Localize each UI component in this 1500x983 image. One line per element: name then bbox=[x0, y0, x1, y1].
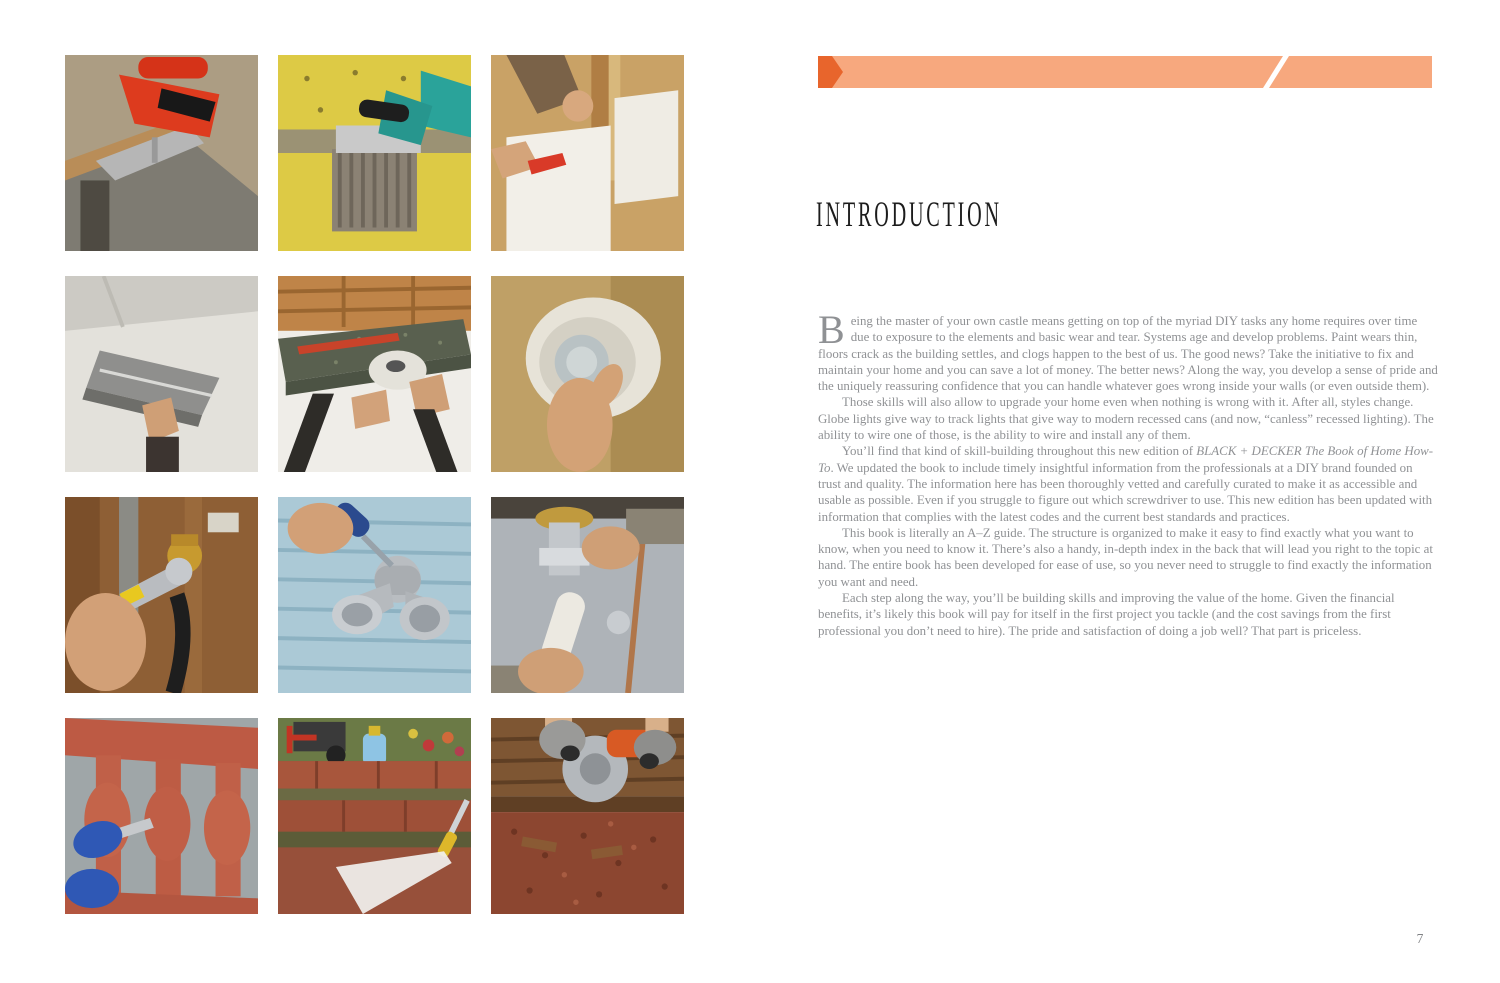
floodlight-photo-art bbox=[278, 497, 471, 693]
photo-wrench-valve bbox=[65, 497, 258, 693]
photo-baluster-repair bbox=[65, 718, 258, 914]
body-text bbox=[818, 307, 1438, 639]
photo-planer-deck-board bbox=[491, 718, 684, 914]
photo-round-thermostat bbox=[491, 276, 684, 472]
sander-photo-art bbox=[278, 276, 471, 472]
page-title: INTRODUCTION bbox=[816, 194, 1002, 234]
paragraph-2: Those skills will also allow to upgrade your home even when nothing is wrong with it. After all, styles change. Globe lights give way to track lights that give way to modern recessed cans (and now, “canless” recessed lighting). The ability to wire one of those, is the ability to wire and install any of them. bbox=[818, 395, 1434, 443]
banner-bar bbox=[830, 56, 1432, 88]
taping-knife-photo-art bbox=[65, 276, 258, 472]
paragraph-3-rest: . We updated the book to include timely insightful information from the professionals at a DIY brand founded on trust and quality. The information here has been thoroughly vetted and carefully curated to make it as accessible and usable as possible. Even if you struggle to figure out which screwdriver to use. This new edition has been updated with information that complies with the latest codes and the current best standards and practices. bbox=[818, 460, 1433, 524]
panel-photo-art bbox=[491, 55, 684, 251]
chapter-banner bbox=[818, 56, 1432, 88]
baluster-photo-art bbox=[65, 718, 258, 914]
photo-jigsaw-countertop bbox=[65, 55, 258, 251]
drain-photo-art bbox=[491, 497, 684, 693]
paragraph-1 bbox=[818, 307, 1438, 394]
photo-floodlight-adjustment bbox=[278, 497, 471, 693]
paragraph-4: This book is literally an A–Z guide. The structure is organized to make it easy to find exactly what you want to know, when you need to know it. There’s also a handy, in-depth index in the back that will lead you right to the topic at hand. The entire book has been developed for ease of use, so you never need to struggle to find exactly the information you want and need. bbox=[818, 525, 1433, 589]
trowel-photo-art bbox=[278, 55, 471, 251]
photo-sanding-countertop-edge bbox=[278, 276, 471, 472]
photo-grid bbox=[65, 55, 684, 914]
photo-pressure-washing-steps bbox=[278, 718, 471, 914]
pressure-washer-photo-art bbox=[278, 718, 471, 914]
paragraph-1-text: eing the master of your own castle means getting on top of the myriad DIY tasks any home requires over time due to exposure to the elements and basic wear and tear. Systems age and develop problems. Paint wears thin, floors crack as the building settles, and clogs happen to the best of us. The good news? Take the initiative to fix and maintain your home and you can save a lot of money. The better news? Along the way, you develop a sense of pride and the uniquely reassuring confidence that you can handle whatever goes wrong inside your walls (or even outside them). bbox=[818, 314, 1438, 394]
wrench-photo-art bbox=[65, 497, 258, 693]
photo-fitting-wall-panel bbox=[491, 55, 684, 251]
drop-cap: B bbox=[818, 307, 845, 352]
jigsaw-photo-art bbox=[65, 55, 258, 251]
planer-photo-art bbox=[491, 718, 684, 914]
paragraph-3 bbox=[818, 443, 1438, 524]
photo-sink-drain-pvc bbox=[491, 497, 684, 693]
page-number: 7 bbox=[1416, 931, 1424, 946]
paragraph-3-lead: You’ll find that kind of skill-building throughout this new edition of bbox=[842, 444, 1197, 459]
photo-taping-knife-wall bbox=[65, 276, 258, 472]
book-title-italic: BLACK + DECKER The Book of Home How-To bbox=[818, 444, 1434, 475]
thermostat-photo-art bbox=[491, 276, 684, 472]
paragraph-5: Each step along the way, you’ll be building skills and improving the value of the home. Given the financial benefits, it’s likely this book will pay for itself in the first project you tackle (and the cost savings from the first professional you don’t need to hire). The pride and satisfaction of doing a job well? That part is priceless. bbox=[818, 591, 1395, 638]
photo-notched-trowel-thinset bbox=[278, 55, 471, 251]
